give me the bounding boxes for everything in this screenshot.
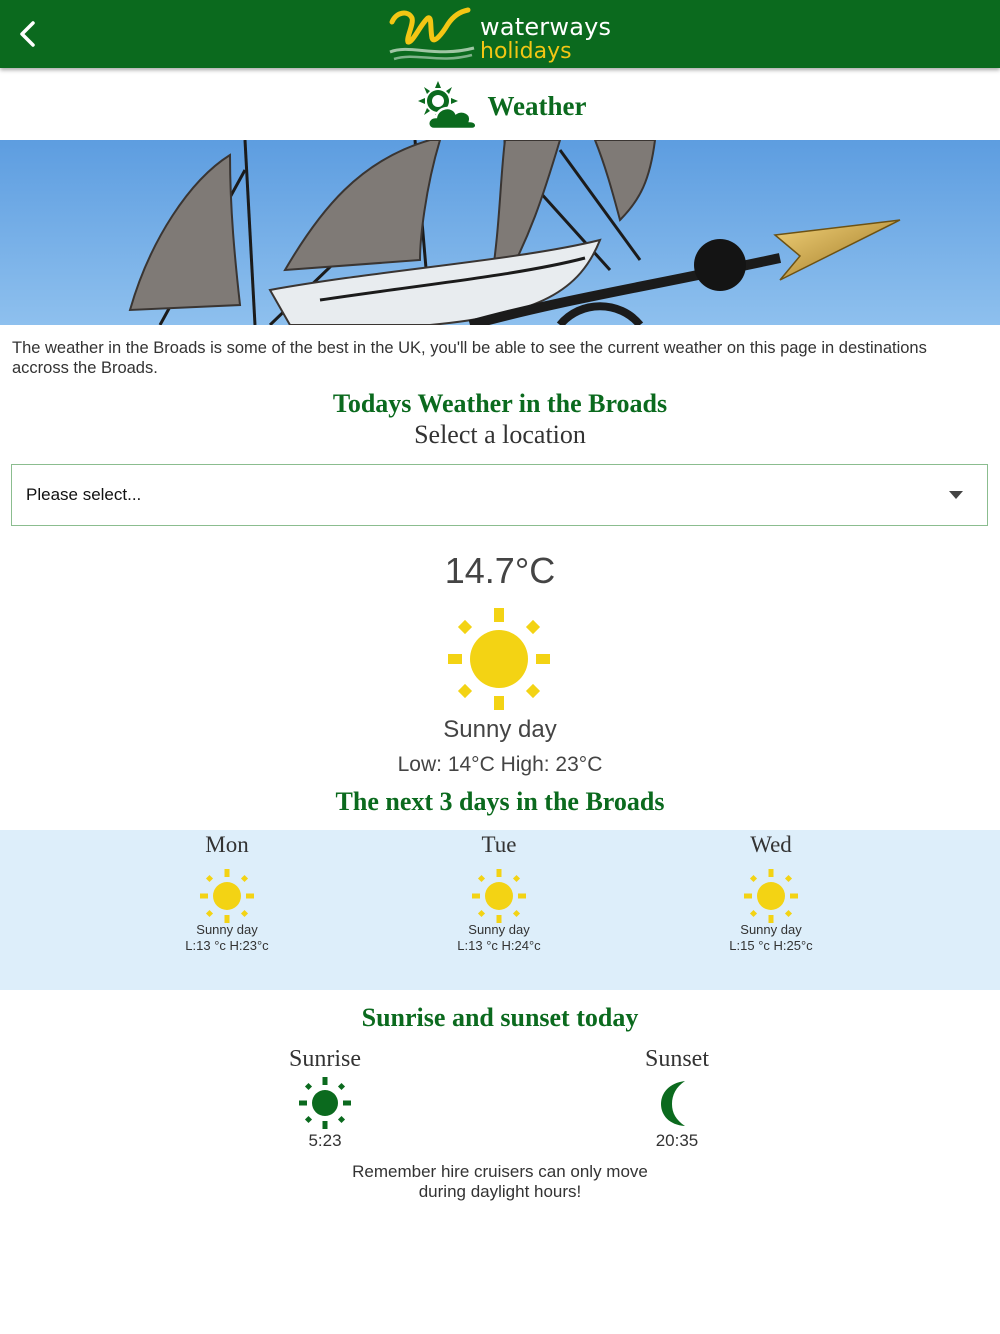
forecast-condition: Sunny day — [740, 922, 802, 937]
forecast-day-wed — [681, 830, 861, 990]
weather-sun-cloud-icon — [414, 79, 480, 133]
waterways-holidays-logo[interactable] — [386, 4, 626, 66]
today-weather-heading: Todays Weather in the Broads — [332, 389, 668, 418]
page-title-row — [0, 76, 1000, 136]
forecast-range: L:13 °c H:23°c — [185, 938, 269, 953]
sunset-block — [597, 1046, 757, 1151]
hero-weathervane-image — [0, 140, 1000, 325]
sun-icon — [446, 606, 552, 712]
sun-icon — [199, 868, 255, 924]
page-title: Weather — [487, 90, 587, 121]
chevron-down-icon — [949, 491, 963, 499]
sunrise-sun-icon — [297, 1075, 353, 1131]
intro-text: The weather in the Broads is some of the best in the UK, you'll be able to see the current weather on this page in destinations accross the Broads. — [12, 339, 927, 377]
forecast-heading: The next 3 days in the Broads — [335, 787, 665, 816]
back-button[interactable] — [8, 14, 48, 54]
reminder-line-2: during daylight hours! — [418, 1182, 582, 1201]
forecast-condition: Sunny day — [468, 922, 530, 937]
sun-times-heading: Sunrise and sunset today — [361, 1003, 639, 1032]
current-condition: Sunny day — [443, 716, 557, 743]
sunset-label: Sunset — [644, 1046, 709, 1072]
sun-icon — [743, 868, 799, 924]
sun-icon — [471, 868, 527, 924]
forecast-day-mon — [137, 830, 317, 990]
sunrise-label: Sunrise — [289, 1046, 361, 1072]
forecast-condition: Sunny day — [196, 922, 258, 937]
sunset-time: 20:35 — [655, 1131, 699, 1150]
forecast-day-name: Wed — [750, 832, 792, 857]
logo-text-holidays: holidays — [480, 39, 572, 64]
forecast-range: L:15 °c H:25°c — [729, 938, 813, 953]
location-select[interactable] — [11, 464, 988, 526]
select-location-label: Select a location — [414, 420, 586, 449]
forecast-panel — [0, 830, 1000, 990]
forecast-day-tue — [409, 830, 589, 990]
logo-text-waterways: waterways — [480, 13, 612, 41]
forecast-range: L:13 °c H:24°c — [457, 938, 541, 953]
sunrise-time: 5:23 — [308, 1131, 342, 1150]
sunrise-block — [245, 1046, 405, 1151]
forecast-day-name: Mon — [205, 832, 249, 857]
moon-icon — [649, 1075, 705, 1131]
location-select-value: Please select... — [26, 485, 142, 504]
chevron-left-icon — [16, 19, 40, 49]
current-temperature: 14.7°C — [444, 550, 556, 591]
logo-w-mark — [386, 4, 478, 66]
daylight-reminder — [0, 1162, 1000, 1202]
forecast-day-name: Tue — [481, 832, 517, 857]
current-low-high: Low: 14°C High: 23°C — [397, 753, 603, 776]
app-header — [0, 0, 1000, 68]
reminder-line-1: Remember hire cruisers can only move — [352, 1162, 648, 1181]
